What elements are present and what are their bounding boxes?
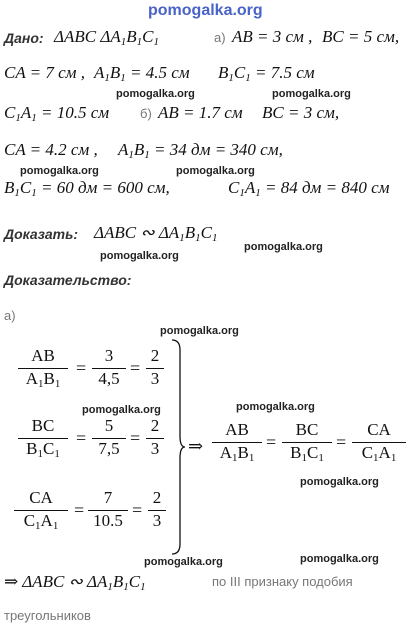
given-b1c1: $B_1C_1 = 7.5$ см [218, 63, 315, 84]
fraction-bc-b1c1: $\frac{BC}{B_1C_1}$ [18, 416, 68, 460]
fraction-2-3: $\frac{2}{3}$ [148, 488, 166, 531]
result-fraction-bc: $\frac{BC}{B_1C_1}$ [282, 420, 332, 464]
given-triangles: ΔABC $\Delta A_1B_1C_1$ [54, 27, 159, 48]
equals-sign: = [266, 432, 277, 452]
given-a1b1-b: $A_1B_1 = 34$ дм = 340 см, [118, 140, 283, 161]
proof-label: Доказательство: [4, 272, 132, 288]
given-ab: AB = 3 см , [232, 27, 313, 46]
fraction-3-4-5: $\frac{3}{4,5}$ [92, 346, 126, 389]
watermark: pomogalka.org [300, 553, 379, 565]
given-ca: CA = 7 см , [4, 63, 86, 82]
fraction-5-7-5: $\frac{5}{7,5}$ [92, 416, 126, 459]
watermark: pomogalka.org [144, 556, 223, 568]
equals-sign: = [76, 428, 87, 448]
part-b-label: б) [140, 106, 152, 121]
given-a1b1: $A_1B_1 = 4.5$ см [94, 63, 190, 84]
equals-sign: = [130, 358, 141, 378]
watermark: pomogalka.org [100, 250, 179, 262]
equals-sign: = [76, 358, 87, 378]
given-b1c1-b: $B_1C_1 = 60$ дм = 600 см, [4, 178, 170, 199]
result-fraction-ab: $\frac{AB}{A_1B_1}$ [212, 420, 262, 464]
watermark: pomogalka.org [160, 325, 239, 337]
conclusion-reason: по III признаку подобия [212, 574, 353, 589]
implies-arrow: ⇒ [188, 436, 204, 456]
watermark: pomogalka.org [116, 88, 195, 100]
given-ca-b: CA = 4.2 см , [4, 140, 98, 159]
watermark: pomogalka.org [300, 476, 379, 488]
fraction-ab-a1b1: $\frac{AB}{A_1B_1}$ [18, 346, 68, 390]
prove-label: Доказать: [4, 226, 79, 242]
watermark: pomogalka.org [244, 241, 323, 253]
fraction-ca-c1a1: $\frac{CA}{C_1A_1}$ [14, 488, 68, 532]
watermark: pomogalka.org [272, 88, 351, 100]
right-brace-icon [170, 338, 186, 556]
given-ab-b: AB = 1.7 см [158, 103, 243, 122]
watermark: pomogalka.org [20, 165, 99, 177]
watermark: pomogalka.org [176, 165, 255, 177]
conclusion-statement: ⇒ ΔABC ∾ $\Delta A_1B_1C_1$ [4, 572, 146, 593]
fraction-2-3: $\frac{2}{3}$ [146, 346, 164, 389]
conclusion-reason-cont: треугольников [4, 608, 91, 623]
watermark: pomogalka.org [82, 404, 161, 416]
site-header: pomogalka.org [148, 2, 263, 19]
equals-sign: = [336, 432, 347, 452]
equals-sign: = [132, 500, 143, 520]
given-bc-b: BC = 3 см, [262, 103, 340, 122]
result-fraction-ca: $\frac{CA}{C_1A_1}$ [352, 420, 406, 464]
given-bc: BC = 5 см, [322, 27, 400, 46]
proof-part-a: а) [4, 308, 16, 323]
given-c1a1: $C_1A_1 = 10.5$ см [4, 103, 110, 124]
equals-sign: = [74, 500, 85, 520]
fraction-2-3: $\frac{2}{3}$ [146, 416, 164, 459]
prove-statement: ΔABC ∾ $\Delta A_1B_1C_1$ [94, 223, 218, 244]
fraction-7-10-5: $\frac{7}{10.5}$ [88, 488, 128, 531]
part-a-label: а) [214, 30, 226, 45]
equals-sign: = [130, 428, 141, 448]
watermark: pomogalka.org [236, 401, 315, 413]
given-c1a1-b: $C_1A_1 = 84$ дм = 840 см [228, 178, 390, 199]
given-label: Дано: [4, 30, 44, 46]
